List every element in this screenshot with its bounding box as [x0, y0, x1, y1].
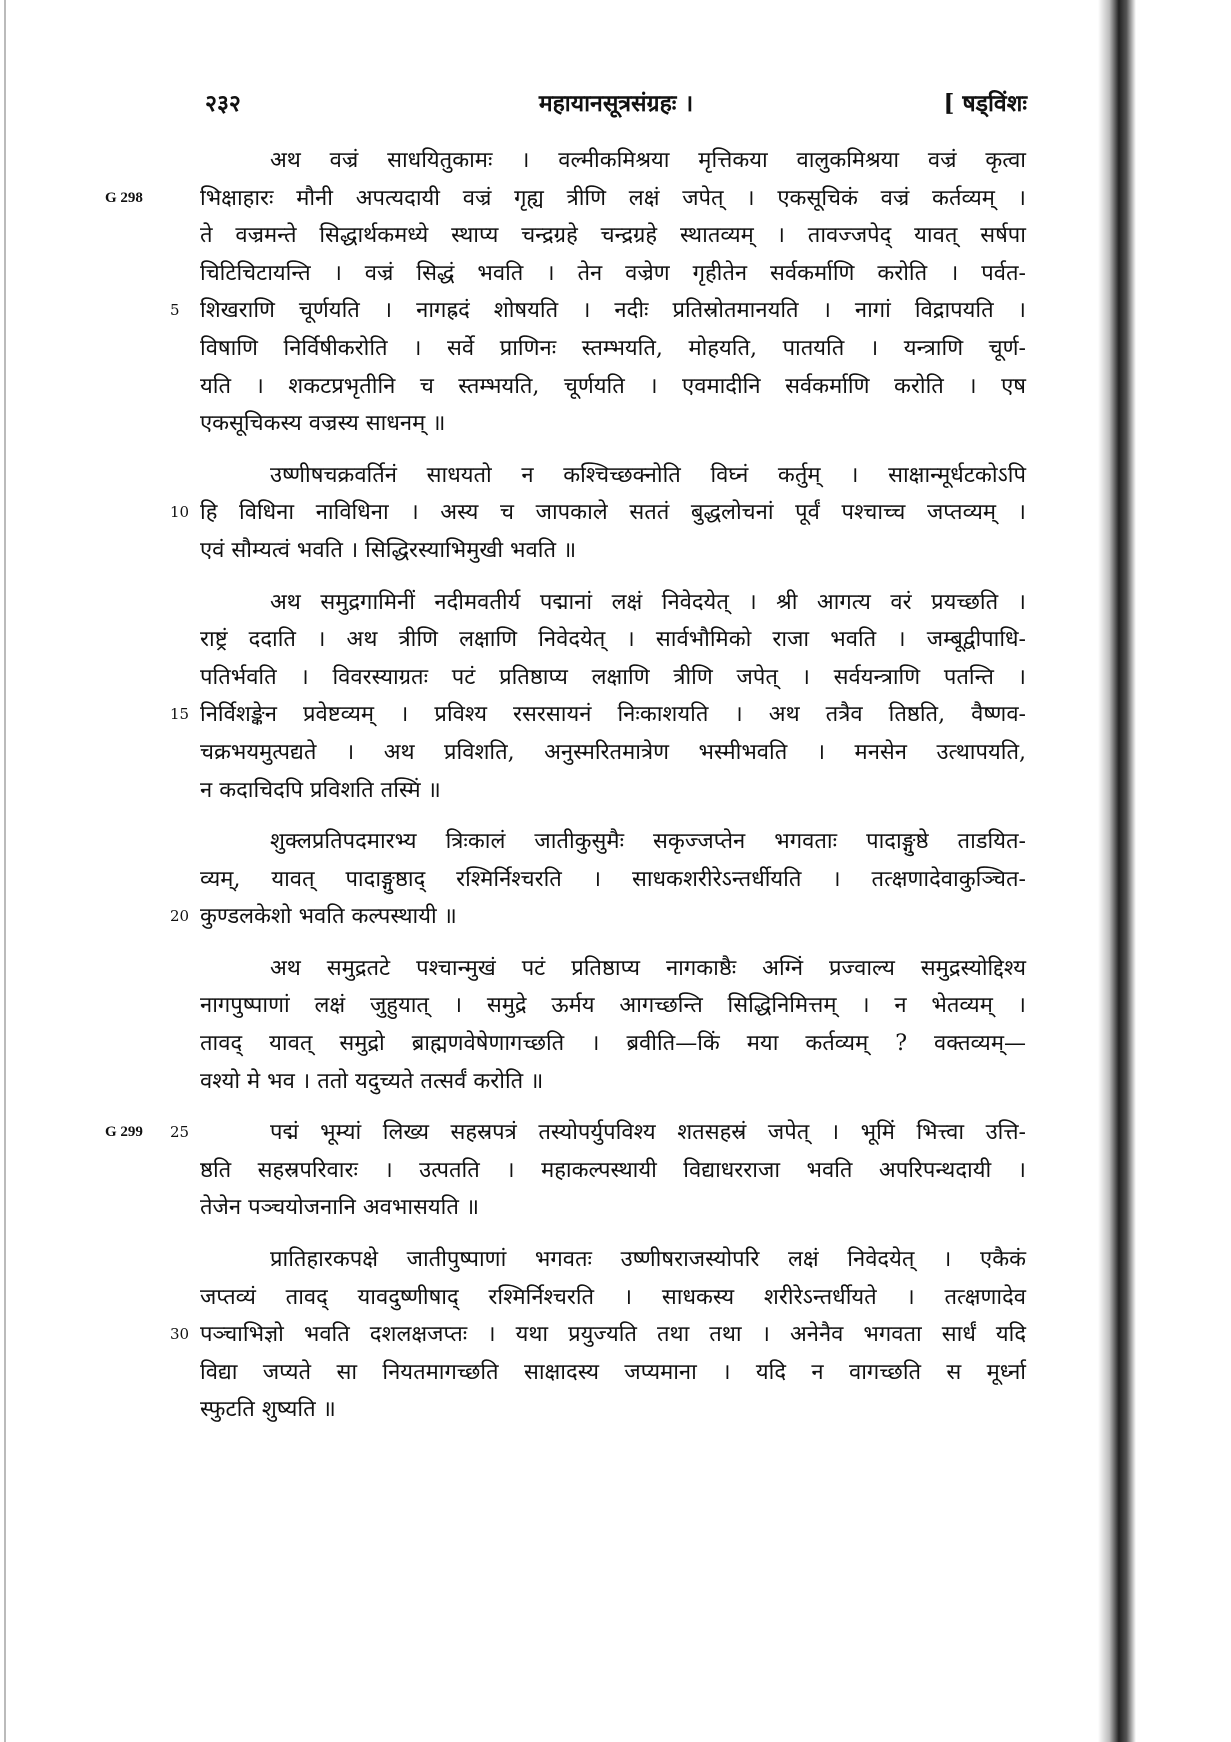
text-line: [200, 142, 1026, 180]
page-number: २३२: [205, 90, 241, 117]
chapter-title: [ षड्विंशः: [943, 90, 1027, 117]
line-text: जप्तव्यं तावद् यावदुष्णीषाद् रश्मिर्निश्चरति । साधकस्य शरीरेऽन्तर्धीयते । तत्क्षणादेव: [200, 1284, 1026, 1310]
paragraph: [105, 142, 1026, 443]
text-line: [200, 584, 1026, 622]
text-line: [200, 734, 1026, 772]
running-header: [205, 86, 1027, 120]
margin-reference: G 299: [105, 1124, 143, 1141]
line-text: अथ समुद्रगामिनीं नदीमवतीर्य पद्मानां लक्षं निवेदयेत् । श्री आगत्य वरं प्रयच्छति ।: [270, 589, 1026, 615]
text-line: [200, 255, 1026, 293]
text-line: [170, 898, 1026, 936]
text-line: [200, 950, 1026, 988]
page-edge: [4, 0, 6, 1742]
text-line: [200, 405, 1026, 443]
paragraph: [200, 950, 1026, 1100]
line-text: पद्मं भूम्यां लिख्य सहस्रपत्रं तस्योपर्युपविश्य शतसहस्रं जपेत् । भूमिं भित्त्वा उत्ति-: [270, 1120, 1026, 1146]
line-text: तावद् यावत् समुद्रो ब्राह्मणवेषेणागच्छति । ब्रवीति—किं मया कर्तव्यम् ? वक्तव्यम्—: [200, 1031, 1026, 1057]
text-line: [200, 330, 1026, 368]
paragraph: [170, 823, 1026, 936]
text-line: [200, 368, 1026, 406]
line-text: कुण्डलकेशो भवति कल्पस्थायी ॥: [200, 904, 457, 930]
line-text: न कदाचिदपि प्रविशति तस्मिं ॥: [200, 777, 441, 803]
line-text: ष्ठति सहस्रपरिवारः । उत्पतति । महाकल्पस्थायी विद्याधरराजा भवति अपरिपन्थदायी ।: [200, 1157, 1026, 1183]
text-line: [170, 494, 1026, 532]
book-title: महायानसूत्रसंग्रहः ।: [538, 90, 694, 117]
text-line: [200, 532, 1026, 570]
line-text: भिक्षाहारः मौनी अपत्यदायी वज्रं गृह्य त्रीणि लक्षं जपेत् । एकसूचिकं वज्रं कर्तव्यम् ।: [200, 185, 1026, 211]
text-line: [170, 292, 1026, 330]
page-body: [105, 142, 1026, 1429]
line-text: अथ समुद्रतटे पश्चान्मुखं पटं प्रतिष्ठाप्य नागकाष्ठैः अग्निं प्रज्वाल्य समुद्रस्योद्दिश्य: [270, 955, 1026, 981]
text-line: [105, 1114, 1026, 1152]
line-text: पञ्चाभिज्ञो भवति दशलक्षजप्तः । यथा प्रयुज्यति तथा तथा । अनेनैव भगवता सार्धं यदि: [200, 1322, 1026, 1348]
line-text: शुक्लप्रतिपदमारभ्य त्रिःकालं जातीकुसुमैः सकृज्जप्तेन भगवताः पादाङ्गुष्ठे ताडयित-: [270, 829, 1026, 855]
text-line: [200, 1063, 1026, 1101]
line-text: स्फुटति शुष्यति ॥: [200, 1397, 336, 1423]
line-text: यति । शकटप्रभृतीनि च स्तम्भयति, चूर्णयति । एवमादीनि सर्वकर्माणि करोति । एष: [200, 373, 1026, 399]
line-text: चिटिचिटायन्ति । वज्रं सिद्धं भवति । तेन वज्रेण गृहीतेन सर्वकर्माणि करोति । पर्वत-: [200, 260, 1026, 286]
paragraph: [105, 1114, 1026, 1227]
line-number: 15: [170, 705, 190, 724]
text-line: [200, 1279, 1026, 1317]
line-text: अथ वज्रं साधयितुकामः । वल्मीकमिश्रया मृत्तिकया वालुकमिश्रया वज्रं कृत्वा: [270, 148, 1026, 173]
line-number: 20: [170, 907, 190, 926]
line-text: एकसूचिकस्य वज्रस्य साधनम् ॥: [200, 411, 446, 437]
line-text: तेजेन पञ्चयोजनानि अवभासयति ॥: [200, 1195, 480, 1221]
text-line: [200, 1241, 1026, 1279]
line-text: वश्यो मे भव । ततो यदुच्यते तत्सर्वं करोति ॥: [200, 1068, 544, 1094]
line-text: पतिर्भवति । विवरस्याग्रतः पटं प्रतिष्ठाप्य लक्षाणि त्रीणि जपेत् । सर्वयन्त्राणि पतन्ति ।: [200, 664, 1026, 690]
line-text: हि विधिना नाविधिना । अस्य च जापकाले सततं बुद्धलोचनां पूर्वं पश्चाच्च जप्तव्यम् ।: [200, 500, 1026, 526]
line-text: शिखराणि चूर्णयति । नागह्रदं शोषयति । नदीः प्रतिस्रोतमानयति । नागां विद्रापयति ।: [200, 298, 1026, 324]
line-text: चक्रभयमुत्पद्यते । अथ प्रविशति, अनुस्मरितमात्रेण भस्मीभवति । मनसेन उत्थापयति,: [200, 739, 1026, 765]
line-text: प्रातिहारकपक्षे जातीपुष्पाणां भगवतः उष्णीषराजस्योपरि लक्षं निवेदयेत् । एकैकं: [270, 1247, 1026, 1273]
text-line: [200, 861, 1026, 899]
text-line: [200, 1354, 1026, 1392]
text-line: [200, 1152, 1026, 1190]
line-text: ते वज्रमन्ते सिद्धार्थकमध्ये स्थाप्य चन्द्रग्रहे चन्द्रग्रहे स्थातव्यम् । तावज्जपेद् यावत् सर्षपा: [200, 223, 1026, 249]
margin-reference: G 298: [105, 189, 143, 206]
text-line: [200, 1391, 1026, 1429]
line-text: राष्ट्रं ददाति । अथ त्रीणि लक्षाणि निवेदयेत् । सार्वभौमिको राजा भवति । जम्बूद्वीपाधि-: [200, 627, 1026, 653]
line-text: एवं सौम्यत्वं भवति । सिद्धिरस्याभिमुखी भवति ॥: [200, 537, 577, 563]
text-line: [200, 772, 1026, 810]
book-binding-shadow: [1098, 0, 1136, 1742]
line-text: विषाणि निर्विषीकरोति । सर्वे प्राणिनः स्तम्भयति, मोहयति, पातयति । यन्त्राणि चूर्ण-: [200, 335, 1026, 361]
text-line: [200, 659, 1026, 697]
text-line: [200, 1025, 1026, 1063]
line-number: 30: [170, 1325, 190, 1344]
line-text: विद्या जप्यते सा नियतमागच्छति साक्षादस्य जप्यमाना । यदि न वागच्छति स मूर्ध्ना: [200, 1359, 1026, 1385]
line-number: 5: [170, 301, 180, 320]
text-line: [200, 621, 1026, 659]
line-number: 25: [170, 1123, 190, 1142]
line-number: 10: [170, 503, 190, 522]
paragraph: [170, 1241, 1026, 1429]
text-line: [200, 217, 1026, 255]
line-text: उष्णीषचक्रवर्तिनं साधयतो न कश्चिच्छक्नोति विघ्नं कर्तुम् । साक्षान्मूर्धटकोऽपि: [270, 462, 1026, 488]
paragraph: [170, 457, 1026, 570]
text-line: [200, 823, 1026, 861]
text-line: [200, 457, 1026, 495]
text-line: [105, 180, 1026, 218]
text-line: [170, 1316, 1026, 1354]
line-text: व्यम्, यावत् पादाङ्गुष्ठाद् रश्मिर्निश्चरति । साधकशरीरेऽन्तर्धीयति । तत्क्षणादेवाकुञ्चित-: [200, 866, 1026, 892]
text-line: [170, 696, 1026, 734]
line-text: नागपुष्पाणां लक्षं जुहुयात् । समुद्रे ऊर्मय आगच्छन्ति सिद्धिनिमित्तम् । न भेतव्यम् ।: [200, 993, 1026, 1019]
text-line: [200, 1189, 1026, 1227]
line-text: निर्विशङ्केन प्रवेष्टव्यम् । प्रविश्य रसरसायनं निःकाशयति । अथ तत्रैव तिष्ठति, वैष्णव-: [200, 702, 1026, 728]
text-line: [200, 987, 1026, 1025]
paragraph: [170, 584, 1026, 810]
